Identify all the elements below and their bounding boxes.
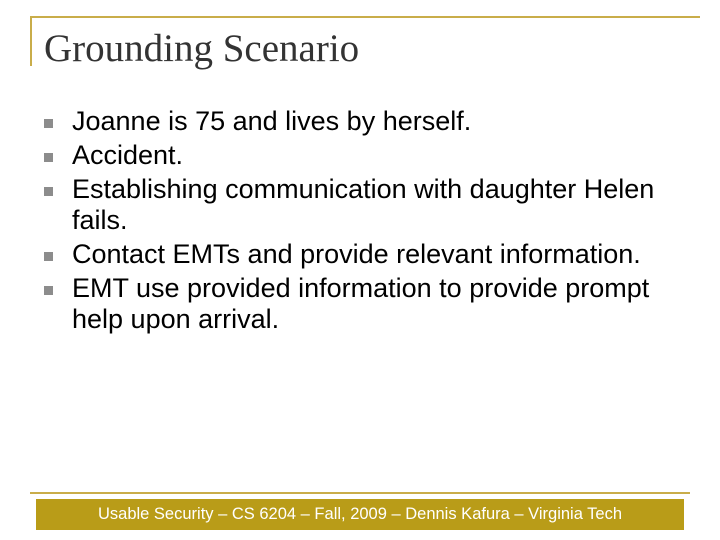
square-bullet-icon bbox=[44, 119, 53, 128]
square-bullet-icon bbox=[44, 153, 53, 162]
footer-bar bbox=[36, 499, 684, 530]
square-bullet-icon bbox=[44, 187, 53, 196]
bullet-text: Establishing communication with daughter Helen fails. bbox=[72, 174, 655, 235]
square-bullet-icon bbox=[44, 252, 53, 261]
slide-title: Grounding Scenario bbox=[44, 27, 360, 70]
bullet-item bbox=[44, 106, 684, 137]
bullet-text: Joanne is 75 and lives by herself. bbox=[72, 106, 472, 136]
footer-text: Usable Security – CS 6204 – Fall, 2009 – Dennis Kafura – Virginia Tech bbox=[97, 505, 623, 523]
bullet-item bbox=[44, 273, 684, 335]
bullet-item bbox=[44, 140, 684, 171]
frame-bottom-line bbox=[30, 492, 690, 494]
bullet-text: Accident. bbox=[72, 140, 184, 170]
bullet-text: EMT use provided information to provide prompt help upon arrival. bbox=[72, 273, 650, 334]
square-bullet-icon bbox=[44, 286, 53, 295]
frame-top-line bbox=[30, 16, 700, 18]
bullet-list bbox=[44, 106, 684, 338]
bullet-item bbox=[44, 174, 684, 236]
bullet-text: Contact EMTs and provide relevant information. bbox=[72, 239, 641, 269]
frame-left-line bbox=[30, 16, 32, 66]
bullet-item bbox=[44, 239, 684, 270]
